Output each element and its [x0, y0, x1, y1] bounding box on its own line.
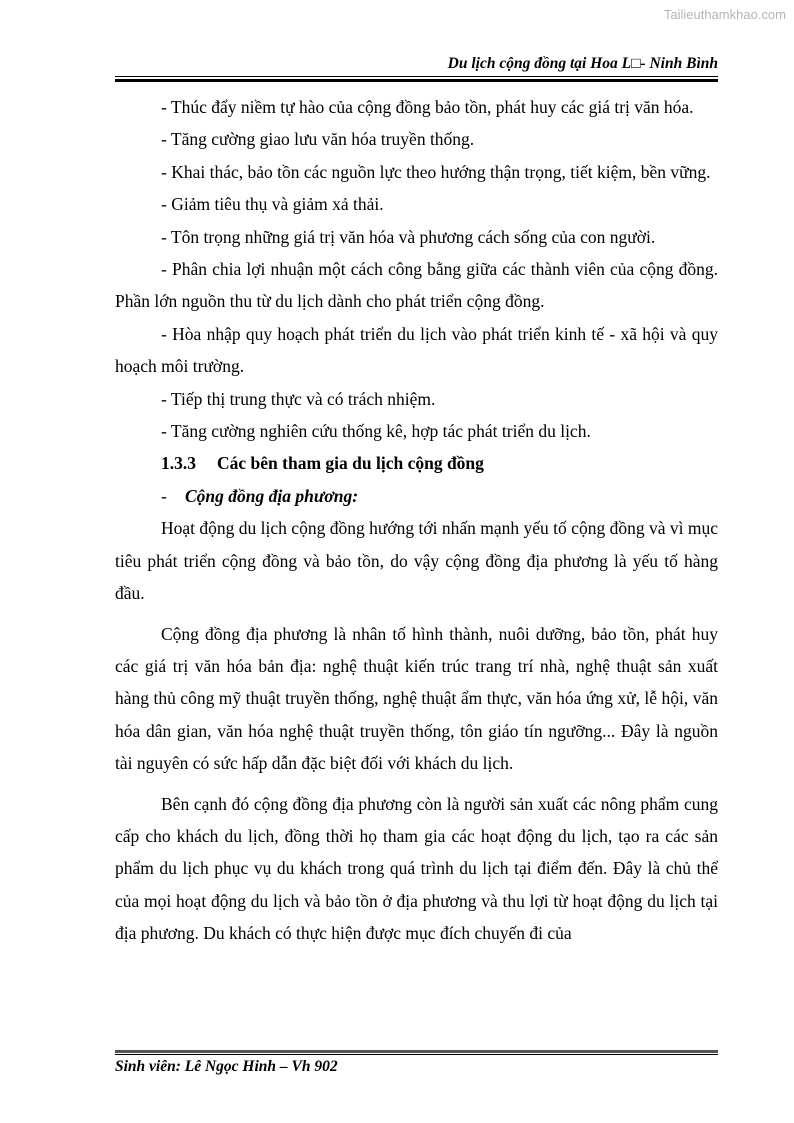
paragraph: Cộng đồng địa phương là nhân tố hình thành, nuôi dưỡng, bảo tồn, phát huy các giá trị văn hóa bản địa: nghệ thuật kiến trúc trang trí nhà, nghệ thuật sản xuất hàng thủ công mỹ thuật truyền thống, nghệ thuật ẩm thực, văn hóa ứng xử, lễ hội, văn hóa dân gian, văn hóa nghệ thuật truyền thống, tôn giáo tín ngưỡng... Đây là nguồn tài nguyên có sức hấp dẫn đặc biệt đối với khách du lịch. — [115, 623, 718, 774]
section-number: 1.3.3 — [161, 453, 196, 474]
bullet-item: - Khai thác, bảo tồn các nguồn lực theo hướng thận trọng, tiết kiệm, bền vững. — [161, 161, 711, 182]
bullet-item: - Giảm tiêu thụ và giảm xả thải. — [161, 194, 384, 215]
document-body — [115, 91, 718, 950]
watermark: Tailieuthamkhao.com — [663, 7, 786, 22]
subsection-title: Cộng đồng địa phương: — [185, 485, 359, 506]
bullet-item: - Tiếp thị trung thực và có trách nhiệm. — [161, 388, 436, 409]
paragraph: Hoạt động du lịch cộng đồng hướng tới nhấn mạnh yếu tố cộng đồng và vì mục tiêu phát triển cộng đồng và bảo tồn, do vậy cộng đồng địa phương là yếu tố hàng đầu. — [115, 518, 718, 604]
page-header: Du lịch cộng đồng tại Hoa L□- Ninh Bình — [447, 55, 718, 72]
header-rule — [115, 76, 718, 82]
bullet-item: - Tăng cường giao lưu văn hóa truyền thống. — [161, 129, 475, 150]
section-title: Các bên tham gia du lịch cộng đồng — [217, 453, 484, 474]
subsection-dash: - — [161, 485, 167, 506]
bullet-item: - Hòa nhập quy hoạch phát triển du lịch vào phát triển kinh tế - xã hội và quy hoạch môi trường. — [115, 323, 718, 377]
footer-rule — [115, 1050, 718, 1055]
bullet-item: - Phân chia lợi nhuận một cách công bằng giữa các thành viên của cộng đồng. Phần lớn nguồn thu từ du lịch dành cho phát triển cộng đồng. — [115, 259, 718, 312]
subsection-heading — [115, 480, 718, 512]
bullet-item: - Thúc đẩy niềm tự hào của cộng đồng bảo tồn, phát huy các giá trị văn hóa. — [161, 97, 694, 117]
bullet-item: - Tăng cường nghiên cứu thống kê, hợp tác phát triển du lịch. — [161, 421, 591, 442]
bullet-item: - Tôn trọng những giá trị văn hóa và phương cách sống của con người. — [161, 226, 656, 247]
section-heading — [115, 447, 718, 479]
page-footer: Sinh viên: Lê Ngọc Hinh – Vh 902 — [115, 1058, 338, 1075]
paragraph: Bên cạnh đó cộng đồng địa phương còn là người sản xuất các nông phẩm cung cấp cho khách du lịch, đồng thời họ tham gia các hoạt động du lịch, tạo ra các sản phẩm du lịch phục vụ du khách trong quá trình du lịch tại điểm đến. Đây là chủ thể của mọi hoạt động du lịch và bảo tồn ở địa phương và thu lợi từ hoạt động du lịch tại địa phương. Du khách có thực hiện được mục đích chuyến đi của — [115, 793, 718, 944]
